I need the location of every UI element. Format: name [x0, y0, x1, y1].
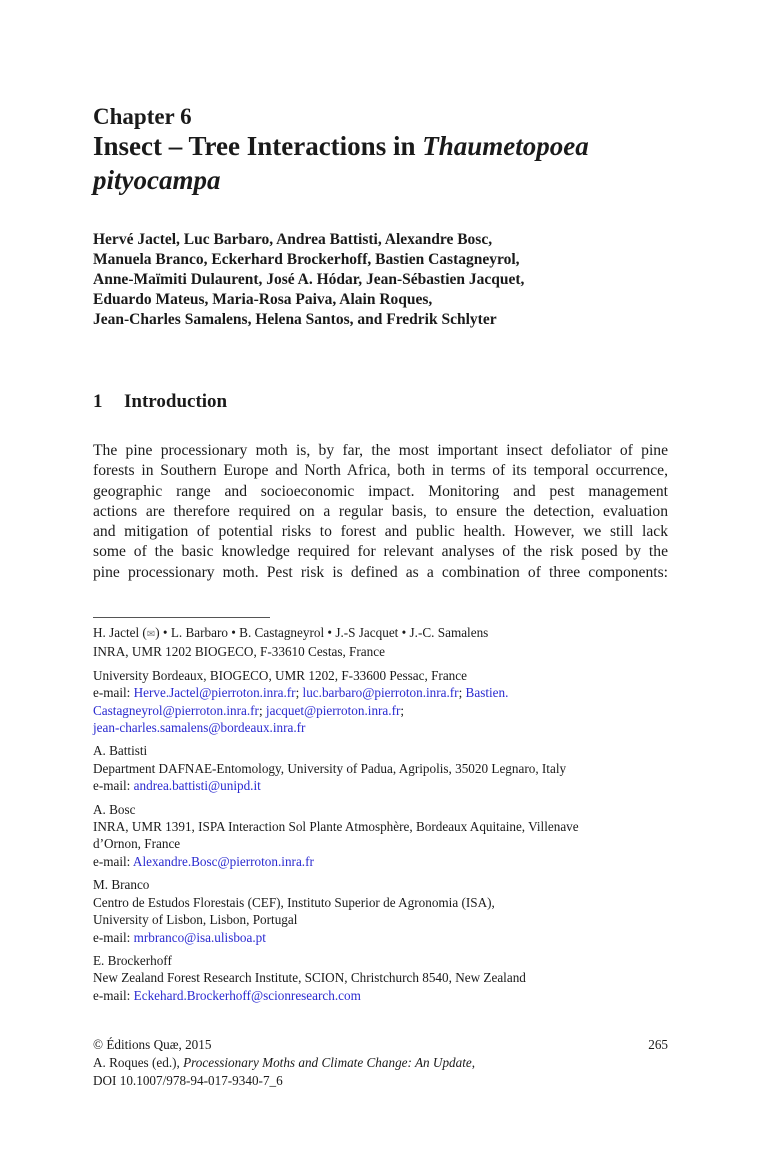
- body-line: pine processionary moth. Pest risk is defined as a combination of three components:: [93, 563, 668, 581]
- author-list: [93, 230, 668, 330]
- affiliation-block-bosc: [93, 801, 668, 871]
- affiliation-footnotes: [93, 624, 668, 1010]
- email-label: e-mail:: [93, 778, 134, 794]
- author-line: Jean-Charles Samalens, Helena Santos, and Fredrik Schlyter: [93, 311, 497, 328]
- author-names: H. Jactel (: [93, 625, 147, 640]
- chapter-label: Chapter 6: [93, 104, 192, 129]
- affiliation-block-battisti: [93, 742, 668, 794]
- chapter-title: [93, 129, 668, 197]
- email-link-castagneyrol-part1[interactable]: Bastien.: [465, 685, 509, 701]
- body-line: and mitigation of potential risks to forest and public health. However, we still lack: [93, 523, 668, 541]
- email-link-bosc[interactable]: Alexandre.Bosc@pierroton.inra.fr: [132, 853, 314, 869]
- book-title: Processionary Moths and Climate Change: An Update: [183, 1055, 472, 1070]
- affiliation-text: INRA, UMR 1391, ISPA Interaction Sol Plante Atmosphère, Bordeaux Aquitaine, Villenave: [93, 819, 579, 835]
- author-names-cont: ) • L. Barbaro • B. Castagneyrol • J.-S Jacquet • J.-C. Samalens: [155, 625, 489, 640]
- author-line: Anne-Maïmiti Dulaurent, José A. Hódar, Jean-Sébastien Jacquet,: [93, 271, 525, 288]
- body-paragraph: [93, 441, 668, 583]
- body-line: The pine processionary moth is, by far, the most important insect defoliator of pine: [93, 442, 668, 459]
- citation: A. Roques (ed.), Processionary Moths and Climate Change: An Update,: [93, 1055, 476, 1070]
- author-name: E. Brockerhoff: [93, 952, 172, 968]
- email-link-battisti[interactable]: andrea.battisti@unipd.it: [133, 778, 261, 794]
- email-link-branco[interactable]: mrbranco@isa.ulisboa.pt: [133, 929, 266, 945]
- affiliation-block-brockerhoff: [93, 952, 668, 1004]
- section-number: 1: [93, 391, 103, 412]
- body-line: forests in Southern Europe and North Africa, both in terms of its temporal occurrence,: [93, 462, 668, 480]
- author-name: A. Battisti: [93, 743, 148, 759]
- affiliation-text: University Bordeaux, BIOGECO, UMR 1202, F-33600 Pessac, France: [93, 667, 467, 683]
- affiliation-block-jactel: [93, 624, 668, 661]
- footnote-divider: [93, 617, 270, 618]
- email-label: e-mail:: [93, 987, 134, 1003]
- copyright: © Éditions Quæ, 2015: [93, 1037, 212, 1052]
- email-link-castagneyrol-part2[interactable]: Castagneyrol@pierroton.inra.fr: [93, 702, 259, 718]
- email-link-jacquet[interactable]: jacquet@pierroton.inra.fr: [265, 702, 401, 718]
- email-label: e-mail:: [93, 853, 133, 869]
- affiliation-text: INRA, UMR 1202 BIOGECO, F-33610 Cestas, France: [93, 644, 385, 660]
- affiliation-text: New Zealand Forest Research Institute, SCION, Christchurch 8540, New Zealand: [93, 970, 526, 986]
- email-label: e-mail:: [93, 929, 134, 945]
- author-line: Manuela Branco, Eckerhard Brockerhoff, Bastien Castagneyrol,: [93, 251, 520, 268]
- affiliation-text: d’Ornon, France: [93, 836, 181, 852]
- affiliation-block-branco: [93, 876, 668, 946]
- affiliation-text: Department DAFNAE-Entomology, University of Padua, Agripolis, 35020 Legnaro, Italy: [93, 760, 567, 776]
- page-footer: [93, 1036, 668, 1090]
- chapter-title-genus: Thaumetopoea: [422, 131, 589, 161]
- envelope-icon: ✉: [146, 629, 156, 640]
- body-line: some of the basic knowledge required for relevant analyses of the risk posed by the: [93, 543, 668, 561]
- author-name: A. Bosc: [93, 801, 136, 817]
- author-line: Eduardo Mateus, Maria-Rosa Paiva, Alain Roques,: [93, 291, 433, 308]
- chapter-title-species: pityocampa: [93, 165, 221, 195]
- affiliation-text: University of Lisbon, Lisbon, Portugal: [93, 912, 298, 928]
- author-line: Hervé Jactel, Luc Barbaro, Andrea Battisti, Alexandre Bosc,: [93, 231, 493, 248]
- email-link-samalens[interactable]: jean-charles.samalens@bordeaux.inra.fr: [93, 720, 306, 736]
- body-line: actions are therefore required on a regular basis, to ensure the detection, evaluation: [93, 502, 668, 520]
- affiliation-text: Centro de Estudos Florestais (CEF), Instituto Superior de Agronomia (ISA),: [93, 894, 495, 910]
- doi: DOI 10.1007/978-94-017-9340-7_6: [93, 1073, 283, 1088]
- section-title: Introduction: [124, 391, 228, 412]
- body-line: geographic range and socioeconomic impact. Monitoring and pest management: [93, 482, 668, 500]
- email-link-jactel[interactable]: Herve.Jactel@pierroton.inra.fr: [133, 685, 296, 701]
- section-heading: [93, 389, 227, 415]
- email-link-barbaro[interactable]: luc.barbaro@pierroton.inra.fr: [302, 685, 459, 701]
- page-number: 265: [648, 1037, 668, 1052]
- email-link-brockerhoff[interactable]: Eckehard.Brockerhoff@scionresearch.com: [133, 987, 361, 1003]
- chapter-title-plain: Insect – Tree Interactions in: [93, 131, 423, 161]
- affiliation-block-bordeaux: University Bordeaux, BIOGECO, UMR 1202, F-33600 Pessac, France e-mail: Herve.Jactel@pierroton.inra.fr; luc.barbaro@pierroton.inra.fr; Bastien. Castagneyrol@pierroton.inra.fr; jacquet@pierroton.inra.fr; jean-charles.samalens@bordeaux.inra.fr: [93, 667, 668, 737]
- author-name: M. Branco: [93, 877, 150, 893]
- email-label: e-mail:: [93, 685, 134, 701]
